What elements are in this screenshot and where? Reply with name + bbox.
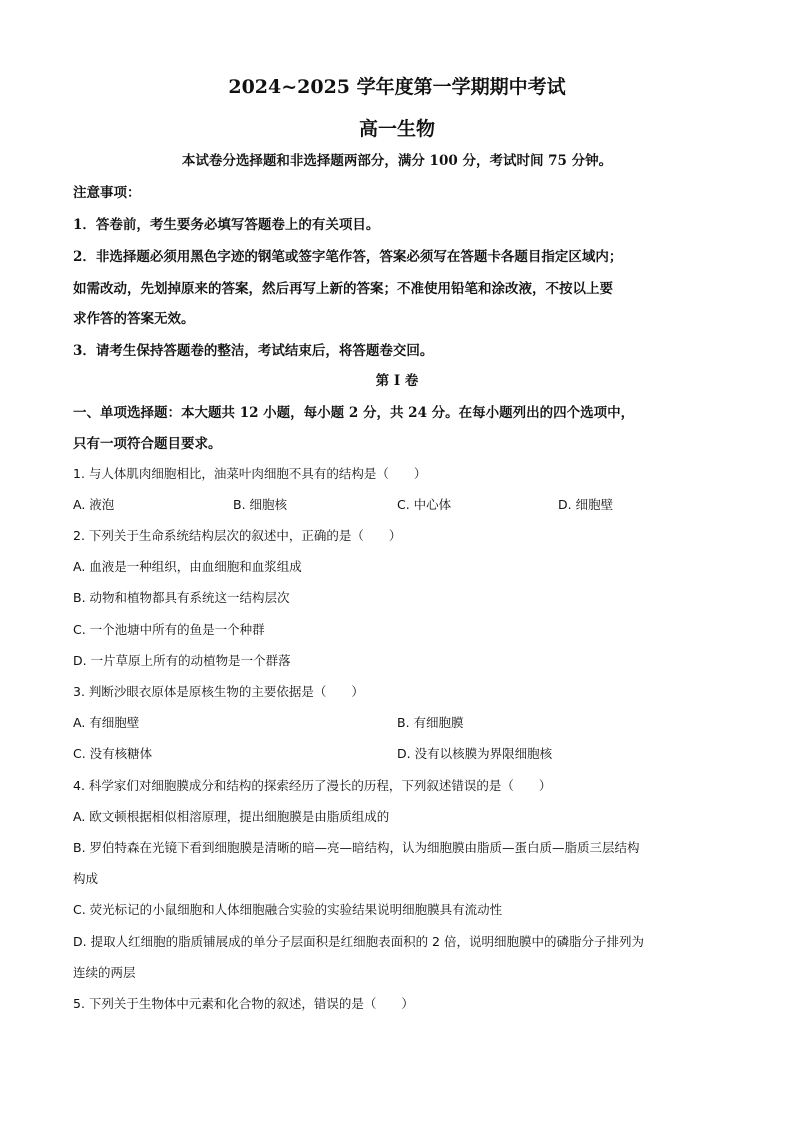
question-3-stem: 3. 判断沙眼衣原体是原核生物的主要依据是（ ） <box>73 684 364 699</box>
q2-option-a: A. 血液是一种组织，由血细胞和血浆组成 <box>73 559 302 574</box>
q1-option-b: B. 细胞核 <box>233 497 288 512</box>
notice-item-2-cont: 如需改动，先划掉原来的答案，然后再写上新的答案；不准使用铅笔和涂改液，不按以上要 <box>73 281 613 297</box>
exam-intro: 本试卷分选择题和非选择题两部分，满分 100 分，考试时间 75 分钟。 <box>181 153 613 169</box>
q1-option-d: D. 细胞壁 <box>558 497 614 512</box>
question-4-stem: 4. 科学家们对细胞膜成分和结构的探索经历了漫长的历程，下列叙述错误的是（ ） <box>73 778 552 793</box>
exam-title: 2024~2025 学年度第一学期期中考试 <box>228 76 566 98</box>
q4-option-d: D. 提取人红细胞的脂质铺展成的单分子层面积是红细胞表面积的 2 倍，说明细胞膜中的磷脂分子排列为 <box>73 934 644 949</box>
notice-item-1: 1．答卷前，考生要务必填写答题卷上的有关项目。 <box>73 217 380 233</box>
q4-option-d-cont: 连续的两层 <box>73 965 136 980</box>
q1-option-c: C. 中心体 <box>397 497 452 512</box>
part-heading-cont: 只有一项符合题目要求。 <box>73 436 222 452</box>
q1-option-a: A. 液泡 <box>73 497 115 512</box>
q2-option-b: B. 动物和植物都具有系统这一结构层次 <box>73 590 290 605</box>
q4-option-c: C. 荧光标记的小鼠细胞和人体细胞融合实验的实验结果说明细胞膜具有流动性 <box>73 902 503 917</box>
notice-item-2: 2．非选择题必须用黑色字迹的钢笔或签字笔作答，答案必须写在答题卡各题目指定区域内； <box>73 249 623 265</box>
part-heading: 一、单项选择题：本大题共 12 小题，每小题 2 分，共 24 分。在每小题列出的四个选项中， <box>73 405 635 421</box>
q2-option-c: C. 一个池塘中所有的鱼是一个种群 <box>73 622 265 637</box>
q4-option-a: A. 欧文顿根据相似相溶原理，提出细胞膜是由脂质组成的 <box>73 809 390 824</box>
notice-item-2-end: 求作答的答案无效。 <box>73 311 195 327</box>
notice-item-3: 3．请考生保持答题卷的整洁，考试结束后，将答题卷交回。 <box>73 343 434 359</box>
q3-option-c: C. 没有核糖体 <box>73 746 153 761</box>
question-5-stem: 5. 下列关于生物体中元素和化合物的叙述，错误的是（ ） <box>73 996 414 1011</box>
q3-option-b: B. 有细胞膜 <box>397 715 464 730</box>
q3-option-d: D. 没有以核膜为界限细胞核 <box>397 746 553 761</box>
question-2-stem: 2. 下列关于生命系统结构层次的叙述中，正确的是（ ） <box>73 528 402 543</box>
notice-heading: 注意事项： <box>73 185 141 201</box>
volume-heading: 第 I 卷 <box>375 373 419 389</box>
q4-option-b-cont: 构成 <box>73 871 99 886</box>
question-1-stem: 1. 与人体肌肉细胞相比，油菜叶肉细胞不具有的结构是（ ） <box>73 466 427 481</box>
q3-option-a: A. 有细胞壁 <box>73 715 140 730</box>
q4-option-b: B. 罗伯特森在光镜下看到细胞膜是清晰的暗—亮—暗结构，认为细胞膜由脂质—蛋白质—脂质三层结构 <box>73 840 640 855</box>
q2-option-d: D. 一片草原上所有的动植物是一个群落 <box>73 653 291 668</box>
subject-title: 高一生物 <box>358 118 435 140</box>
